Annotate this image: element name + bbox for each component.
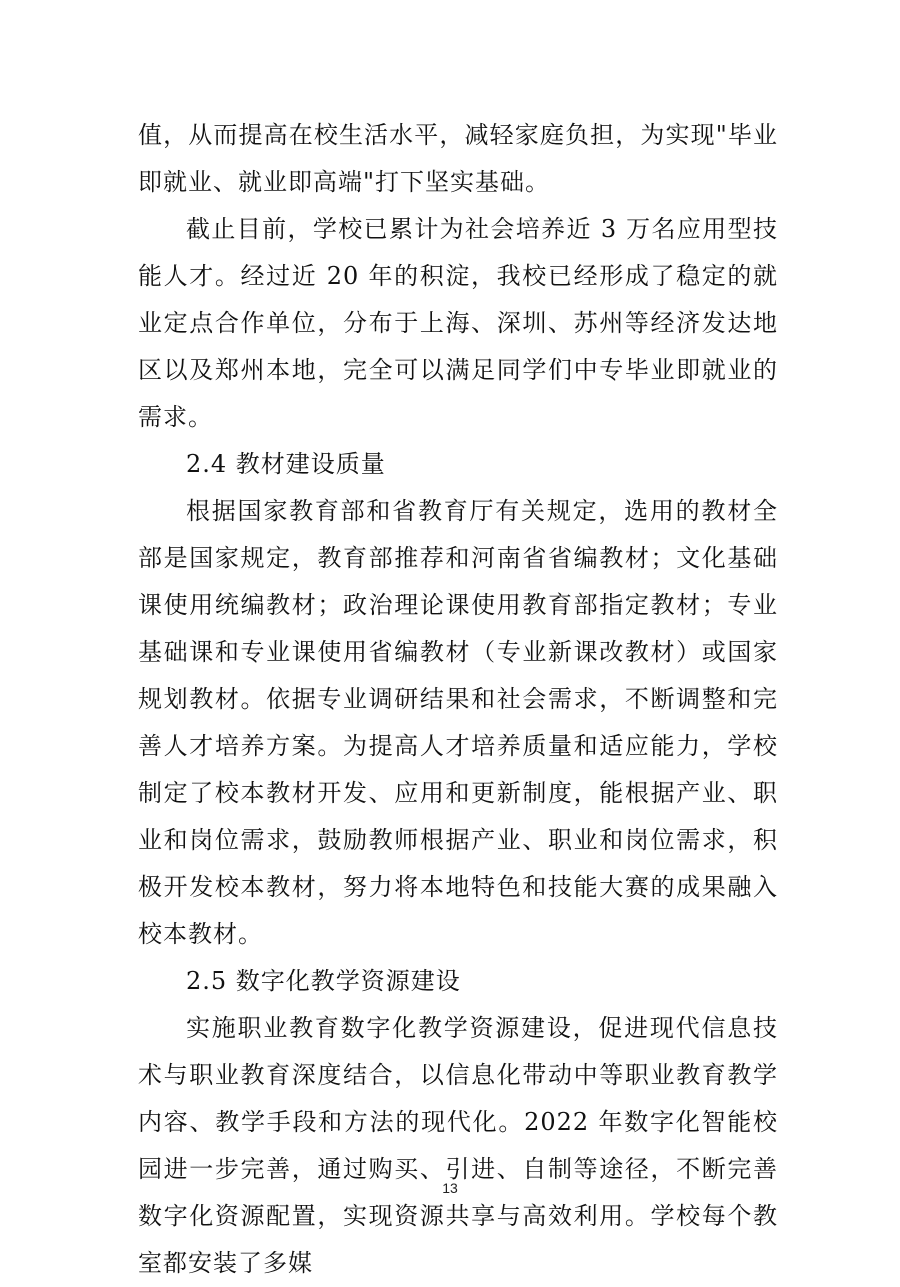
section-heading-digital-resources: 2.5 数字化教学资源建设: [186, 967, 461, 995]
section-heading-textbooks: 2.4 教材建设质量: [186, 450, 386, 478]
paragraph-continuation: 值，从而提高在校生活水平，减轻家庭负担，为实现"毕业即就业、就业即高端"打下坚实基础。: [138, 121, 778, 196]
document-body: [138, 112, 778, 1287]
paragraph-digital-resources: 实施职业教育数字化教学资源建设，促进现代信息技术与职业教育深度结合，以信息化带动中等职业教育教学内容、教学手段和方法的现代化。2022 年数字化智能校园进一步完善，通过购买、引进、自制等途径，不断完善数字化资源配置，实现资源共享与高效利用。学校每个教室都安装了多媒: [138, 1014, 778, 1277]
paragraph-textbooks: 根据国家教育部和省教育厅有关规定，选用的教材全部是国家规定，教育部推荐和河南省省编教材；文化基础课使用统编教材；政治理论课使用教育部指定教材；专业基础课和专业课使用省编教材（专业新课改教材）或国家规划教材。依据专业调研结果和社会需求，不断调整和完善人才培养方案。为提高人才培养质量和适应能力，学校制定了校本教材开发、应用和更新制度，能根据产业、职业和岗位需求，鼓励教师根据产业、职业和岗位需求，积极开发校本教材，努力将本地特色和技能大赛的成果融入校本教材。: [138, 497, 778, 948]
page-number: 13: [442, 1180, 458, 1196]
paragraph-graduates: 截止目前，学校已累计为社会培养近 3 万名应用型技能人才。经过近 20 年的积淀，我校已经形成了稳定的就业定点合作单位，分布于上海、深圳、苏州等经济发达地区以及郑州本地，完全可以满足同学们中专毕业即就业的需求。: [138, 215, 778, 431]
